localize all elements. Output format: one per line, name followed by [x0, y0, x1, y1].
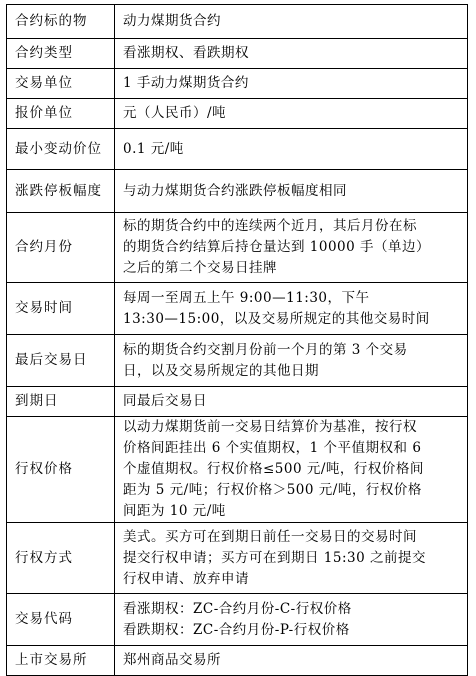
- row-label: 上市交易所: [7, 646, 115, 675]
- row-label: 合约月份: [7, 213, 115, 282]
- row-label: 行权价格: [7, 417, 115, 522]
- table-row: [7, 128, 467, 169]
- value-line: 价格间距挂出 6 个实值期权，1 个平值期权和 6: [123, 440, 422, 456]
- row-label: 最小变动价位: [7, 129, 115, 169]
- row-label: 最后交易日: [7, 335, 115, 386]
- table-row: [7, 5, 467, 38]
- row-value: [115, 594, 467, 645]
- row-value: [115, 335, 467, 386]
- table-row: [7, 386, 467, 416]
- table-row: [7, 522, 467, 593]
- value-line: 美式。买方可在到期日前任一交易日的交易时间: [123, 528, 417, 545]
- value-line: 之后的第二个交易日挂牌: [123, 260, 277, 276]
- value-line: 每周一至周五上午 9:00—11:30，下午: [123, 289, 370, 306]
- value-line: 提交行权申请；买方可在到期日 15:30 之前提交: [123, 549, 426, 566]
- table-row: [7, 68, 467, 98]
- row-value: [115, 523, 467, 593]
- value-line: 标的期货合约交割月份前一个月的第 3 个交易: [123, 341, 408, 358]
- row-value: [115, 213, 467, 282]
- row-label: 合约类型: [7, 39, 115, 68]
- value-line: 元（人民币）/吨: [123, 105, 227, 121]
- value-line: 的期货合约结算后持仓量达到 10000 手（单边）: [123, 239, 431, 255]
- row-value: [115, 170, 467, 212]
- value-line: 行权申请、放弃申请: [123, 570, 249, 587]
- value-line: 同最后交易日: [123, 393, 207, 409]
- value-line: 间距为 10 元/吨: [123, 503, 226, 519]
- row-value: [115, 99, 467, 128]
- value-line: 郑州商品交易所: [123, 652, 221, 668]
- row-label: 行权方式: [7, 523, 115, 593]
- value-line: 1 手动力煤期货合约: [123, 75, 249, 91]
- row-label: 涨跌停板幅度: [7, 170, 115, 212]
- table-row: [7, 98, 467, 128]
- value-line: 以动力煤期货前一交易日结算价为基准，按行权: [123, 419, 417, 435]
- value-line: 0.1 元/吨: [123, 140, 184, 157]
- row-value: [115, 417, 467, 522]
- contract-spec-table: [6, 4, 468, 676]
- row-label: 交易单位: [7, 69, 115, 98]
- table-row: [7, 334, 467, 386]
- row-label: 交易代码: [7, 594, 115, 645]
- row-value: [115, 283, 467, 334]
- table-row: [7, 212, 467, 282]
- value-line: 看涨期权：ZC-合约月份-C-行权价格: [123, 600, 352, 617]
- row-value: [115, 5, 467, 38]
- row-label: 合约标的物: [7, 5, 115, 38]
- row-value: [115, 387, 467, 416]
- value-line: 日，以及交易所规定的其他日期: [123, 362, 319, 379]
- value-line: 看涨期权、看跌期权: [123, 45, 249, 61]
- row-value: [115, 646, 467, 675]
- row-label: 到期日: [7, 387, 115, 416]
- table-row: [7, 416, 467, 522]
- row-value: [115, 39, 467, 68]
- value-line: 距为 5 元/吨；行权价格＞500 元/吨，行权价格: [123, 482, 422, 498]
- table-row: [7, 38, 467, 68]
- row-label: 报价单位: [7, 99, 115, 128]
- value-line: 标的期货合约中的连续两个近月，其后月份在标: [123, 218, 417, 234]
- value-line: 与动力煤期货合约涨跌停板幅度相同: [123, 182, 347, 199]
- value-line: 看跌期权：ZC-合约月份-P-行权价格: [123, 621, 350, 638]
- row-value: [115, 129, 467, 169]
- table-row: [7, 282, 467, 334]
- table-row: [7, 169, 467, 212]
- value-line: 个虚值期权。行权价格≤500 元/吨，行权价格间: [123, 461, 424, 477]
- row-label: 交易时间: [7, 283, 115, 334]
- table-row: [7, 593, 467, 645]
- row-value: [115, 69, 467, 98]
- table-row: [7, 645, 467, 675]
- value-line: 动力煤期货合约: [123, 13, 221, 29]
- value-line: 13:30—15:00，以及交易所规定的其他交易时间: [123, 310, 430, 327]
